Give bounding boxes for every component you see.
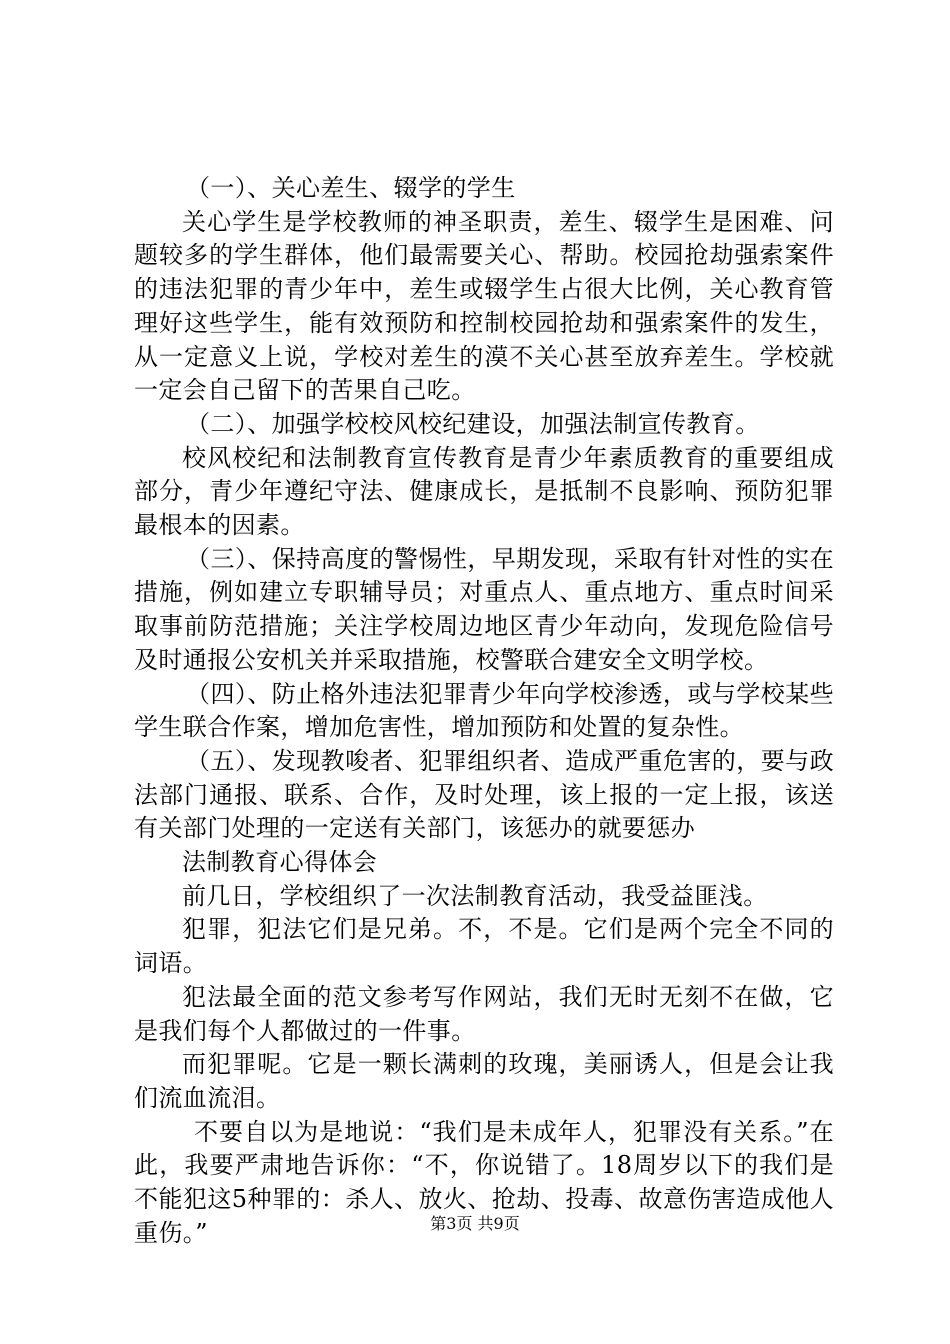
page-footer: 第3页 共9页 — [430, 1214, 520, 1233]
paragraph-4: 犯罪，犯法它们是兄弟。不，不是。它们是两个完全不同的词语。 — [134, 915, 834, 978]
paragraph-2: 校风校纪和法制教育宣传教育是青少年素质教育的重要组成部分，青少年遵纪守法、健康成长，是抵制不良影响、预防犯罪最根本的因素。 — [134, 443, 834, 540]
section-heading-4: （四）、防止格外违法犯罪青少年向学校渗透，或与学校某些学生联合作案，增加危害性，增加预防和处置的复杂性。 — [134, 679, 834, 742]
section-heading-5: （五）、发现教唆者、犯罪组织者、造成严重危害的，要与政法部门通报、联系、合作，及时处理，该上报的一定上报，该送有关部门处理的一定送有关部门，该惩办的就要惩办 — [134, 746, 834, 843]
section-heading-2: （二）、加强学校校风校纪建设，加强法制宣传教育。 — [186, 409, 760, 438]
paragraph-6: 而犯罪呢。它是一颗长满刺的玫瑰，美丽诱人，但是会让我们流血流泪。 — [134, 1050, 834, 1112]
section-heading-3: （三）、保持高度的警惕性，早期发现，采取有针对性的实在措施，例如建立专职辅导员；对重点人、重点地方、重点时间采取事前防范措施；关注学校周边地区青少年动向，发现危险信号及时通报公安机关并采取措施，校警联合建安全文明学校。 — [134, 544, 834, 674]
document-body — [134, 172, 834, 1251]
section-heading-1: （一）、关心差生、辍学的学生 — [186, 174, 516, 202]
paragraph-1: 关心学生是学校教师的神圣职责，差生、辍学生是困难、问题较多的学生群体，他们最需要关心、帮助。校园抢劫强索案件的违法犯罪的青少年中，差生或辍学生占很大比例，关心教育管理好这些学生，能有效预防和控制校园抢劫和强索案件的发生，从一定意义上说，学校对差生的漠不关心甚至放弃差生。学校就一定会自己留下的苦果自己吃。 — [134, 207, 834, 405]
essay-title: 法制教育心得体会 — [182, 848, 378, 877]
paragraph-7: 不要自以为是地说：“我们是未成年人，犯罪没有关系。”在此，我要严肃地告诉你：“不，你说错了。18周岁以下的我们是不能犯这5种罪的：杀人、放火、抢劫、投毒、故意伤害造成他人重伤。” — [134, 1117, 834, 1247]
paragraph-5: 犯法最全面的范文参考写作网站，我们无时无刻不在做，它是我们每个人都做过的一件事。 — [134, 982, 834, 1045]
paragraph-3: 前几日，学校组织了一次法制教育活动，我受益匪浅。 — [182, 881, 768, 910]
